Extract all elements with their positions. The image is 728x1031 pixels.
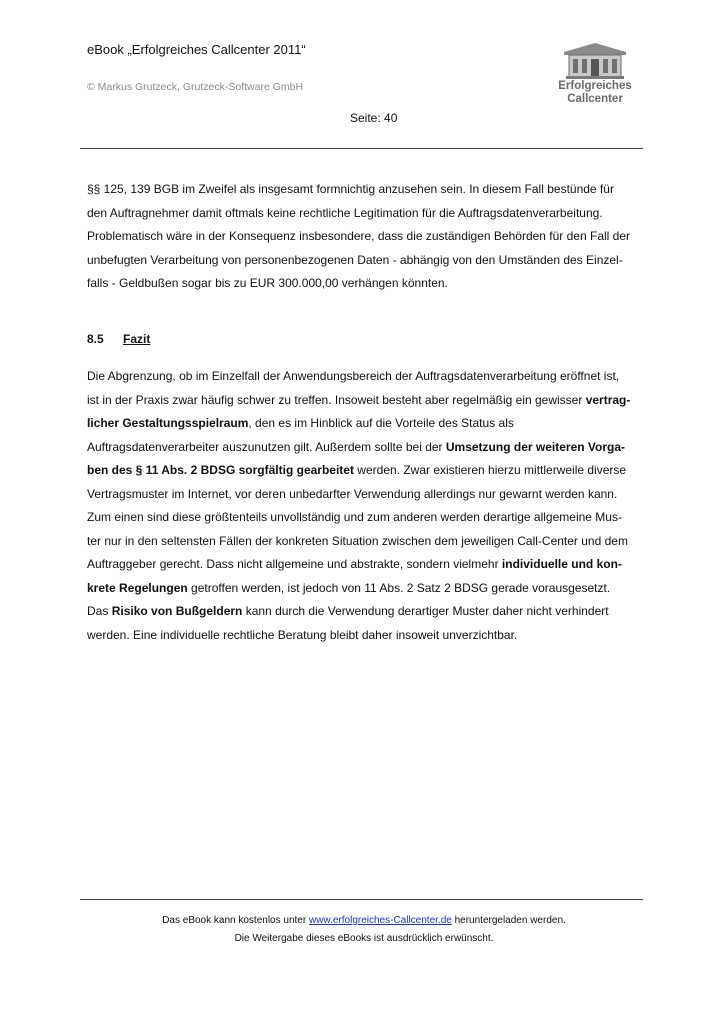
section-number: 8.5: [87, 332, 104, 346]
copyright-notice: © Markus Grutzeck, Grutzeck-Software GmbH: [87, 81, 304, 93]
text-line: werden. Eine individuelle rechtliche Beratung bleibt daher insoweit unverzichtbar.: [87, 627, 518, 642]
text-run: Das: [87, 604, 112, 618]
bold-text: krete Regelungen: [87, 580, 188, 595]
text-line: [87, 436, 643, 460]
bold-text: individuelle und kon-: [501, 557, 622, 571]
logo-text-line1: Erfolgreiches: [558, 80, 632, 92]
footer-text: Das eBook kann kostenlos unter: [162, 915, 309, 926]
bold-text: vertrag-: [585, 392, 631, 407]
text-line: Vertragsmuster im Internet, vor deren unbedarfter Verwendung allerdings nur gewarnt werden kann.: [87, 486, 618, 501]
footer-download-note: [0, 915, 728, 926]
text-run: Auftraggeber gerecht. Dass nicht allgemeine und abstrakte, sondern vielmehr: [87, 557, 502, 571]
footer-text: heruntergeladen werden.: [451, 915, 566, 926]
section-title: Fazit: [123, 332, 151, 346]
header-divider: [80, 148, 643, 149]
text-line: [87, 553, 643, 577]
document-title: eBook „Erfolgreiches Callcenter 2011“: [87, 42, 306, 57]
text-line: [87, 389, 643, 413]
bold-text: ben des § 11 Abs. 2 BDSG sorgfältig gearbeitet: [87, 463, 354, 477]
website-link[interactable]: www.erfolgreiches-Callcenter.de: [308, 915, 452, 926]
text-run: , den es im Hinblick auf die Vorteile des Status als: [248, 416, 514, 430]
text-line: ter nur in den seltensten Fällen der konkreten Situation zwischen dem jeweiligen Call-Center und dem: [87, 533, 628, 548]
text-run: kann durch die Verwendung derartiger Muster daher nicht verhindert: [242, 604, 609, 618]
paragraph-intro: [87, 178, 643, 296]
text-line: Zum einen sind diese größtenteils unvollständig und zum anderen werden derartige allgemeine Mus-: [87, 510, 622, 524]
text-line: den Auftragnehmer damit oftmals keine rechtliche Legitimation für die Auftragsdatenverarbeitung.: [87, 205, 603, 220]
footer-sharing-note: Die Weitergabe dieses eBooks ist ausdrücklich erwünscht.: [234, 933, 494, 944]
text-run: getroffen werden, ist jedoch von 11 Abs. 2 Satz 2 BDSG gerade vorausgesetzt.: [187, 580, 611, 595]
text-line: §§ 125, 139 BGB im Zweifel als insgesamt formnichtig anzusehen sein. In diesem Fall bestünde für: [87, 182, 614, 196]
text-line: Problematisch wäre in der Konsequenz insbesondere, dass die zuständigen Behörden für den Fall der: [87, 229, 630, 243]
text-line: falls - Geldbußen sogar bis zu EUR 300.000,00 verhängen könnten.: [87, 276, 448, 290]
bold-text: licher Gestaltungsspielraum: [87, 416, 249, 430]
footer-divider: [80, 899, 643, 900]
bold-text: Risiko von Bußgeldern: [111, 604, 243, 618]
text-run: ist in der Praxis zwar häufig schwer zu treffen. Insoweit besteht aber regelmäßig ein gewisser: [87, 392, 586, 407]
text-run: werden. Zwar existieren hierzu mittlerweile diverse: [353, 463, 627, 477]
logo-text-line2: Callcenter: [567, 93, 623, 105]
text-line: unbefugten Verarbeitung von personenbezogenen Daten - abhängig von den Umständen des Einzel-: [87, 252, 623, 267]
text-line: [87, 600, 643, 624]
text-line: [87, 412, 643, 436]
text-line: [87, 459, 643, 483]
page-number: Seite: 40: [350, 111, 398, 125]
section-heading: [87, 332, 150, 346]
bold-text: Umsetzung der weiteren Vorga-: [445, 439, 626, 454]
text-run: Auftragsdatenverarbeiter auszunutzen gilt. Außerdem sollte bei der: [87, 439, 446, 454]
building-icon: [560, 42, 630, 80]
text-line: [87, 577, 643, 601]
callcenter-logo: [556, 42, 634, 112]
text-line: Die Abgrenzung, ob im Einzelfall der Anwendungsbereich der Auftragsdatenverarbeitung eröffnet ist,: [87, 369, 620, 383]
paragraph-fazit: [87, 365, 643, 647]
